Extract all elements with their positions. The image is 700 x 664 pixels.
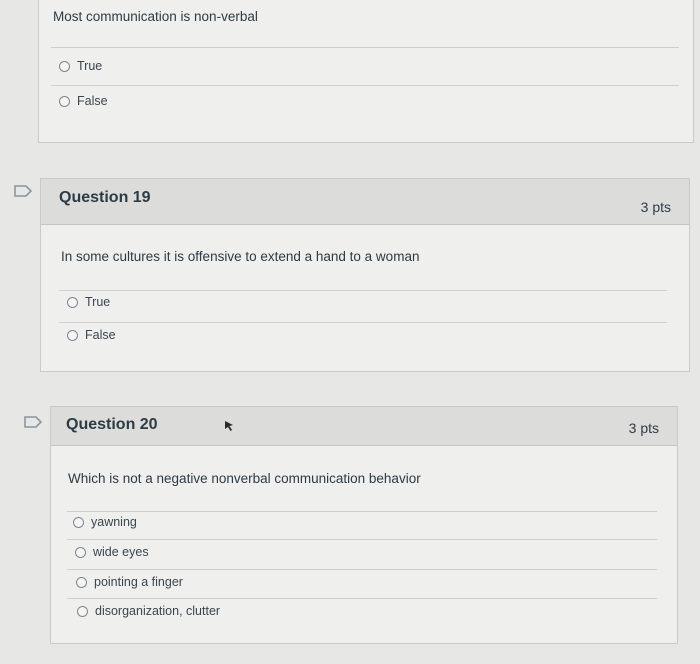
divider — [67, 511, 657, 512]
question-text: Which is not a negative nonverbal communication behavior — [68, 471, 421, 486]
divider — [51, 47, 679, 48]
option-label: True — [77, 59, 103, 73]
option-label: yawning — [91, 515, 137, 529]
divider — [51, 85, 679, 86]
radio-button[interactable] — [67, 297, 78, 308]
question-18-card — [38, 0, 694, 143]
radio-button[interactable] — [77, 606, 88, 617]
divider — [67, 598, 657, 599]
divider — [67, 569, 657, 570]
flag-outline-icon[interactable] — [24, 416, 42, 428]
question-points: 3 pts — [628, 420, 659, 436]
radio-button[interactable] — [76, 577, 87, 588]
option-false[interactable] — [67, 328, 116, 342]
question-title: Question 20 — [66, 416, 158, 433]
option-pointing-a-finger[interactable] — [76, 575, 183, 589]
question-text: Most communication is non-verbal — [53, 9, 258, 24]
divider — [67, 539, 657, 540]
divider — [59, 290, 667, 291]
option-true[interactable] — [67, 295, 110, 309]
mouse-pointer-icon — [224, 420, 236, 432]
radio-button[interactable] — [75, 547, 86, 558]
flag-outline-icon[interactable] — [14, 185, 32, 197]
radio-button[interactable] — [59, 96, 70, 107]
question-header — [51, 407, 677, 446]
radio-button[interactable] — [59, 61, 70, 72]
radio-button[interactable] — [67, 330, 78, 341]
question-19-card — [40, 178, 690, 372]
radio-button[interactable] — [73, 517, 84, 528]
option-false[interactable] — [59, 94, 108, 108]
option-label: False — [77, 94, 108, 108]
question-20-card — [50, 406, 678, 644]
option-label: disorganization, clutter — [95, 604, 221, 618]
option-label: pointing a finger — [94, 575, 183, 589]
option-true[interactable] — [59, 59, 102, 73]
question-text: In some cultures it is offensive to extend a hand to a woman — [61, 249, 420, 264]
question-title: Question 19 — [59, 189, 151, 206]
divider — [59, 322, 667, 323]
question-points: 3 pts — [640, 199, 671, 215]
option-label: True — [85, 295, 111, 309]
question-header — [41, 179, 689, 225]
option-yawning[interactable] — [73, 515, 137, 529]
option-label: wide eyes — [93, 545, 149, 559]
option-wide-eyes[interactable] — [75, 545, 149, 559]
option-label: False — [85, 328, 116, 342]
option-disorganization-clutter[interactable] — [77, 604, 220, 618]
